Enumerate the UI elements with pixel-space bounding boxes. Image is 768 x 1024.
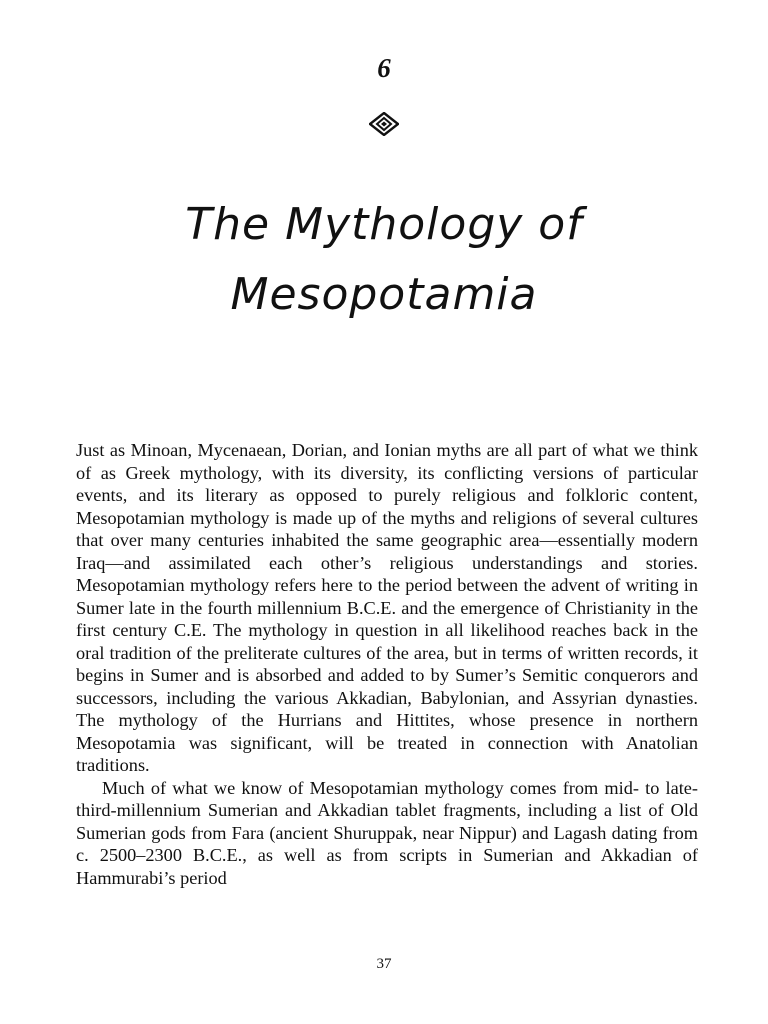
paragraph-2: Much of what we know of Mesopotamian mythology comes from mid- to late-third-millennium Sumerian and Akkadian tablet fragments, including a list of Old Sumerian gods from Fara (ancient Shuruppak, near Nippur) and Lagash dating from c. 2500–2300 B.C.E., as well as from scripts in Sumerian and Akkadian of Hammurabi’s period [76, 777, 698, 888]
page-number: 37 [376, 956, 392, 972]
paragraph-1: Just as Minoan, Mycenaean, Dorian, and Ionian myths are all part of what we think of as Greek mythology, with its diversity, its conflicting versions of particular events, and its literary as opposed to purely religious and folkloric content, Mesopotamian mythology is made up of the myths and religions of several cultures that over many centuries inhabited the same geographic area—essentially modern Iraq—and assimilated each other’s religious understandings and stories. Mesopotamian mythology refers here to the period between the advent of writing in Sumer late in the fourth millennium B.C.E. and the emergence of Christianity in the first century C.E. The mythology in question in all likelihood reaches back in the oral tradition of the preliterate cultures of the area, but in terms of written records, it begins in Sumer and is absorbed and added to by Sumer’s Semitic conquerors and successors, including the various Akkadian, Babylonian, and Assyrian dynasties. The mythology of the Hurrians and Hittites, whose presence in northern Mesopotamia was significant, will be treated in connection with Anatolian traditions. [76, 440, 698, 775]
chapter-number: 6 [377, 53, 391, 83]
chapter-title-line-2: Mesopotamia [230, 269, 538, 320]
chapter-title [0, 190, 768, 330]
chapter-title-line-1: The Mythology of [185, 199, 583, 250]
body-text [76, 439, 698, 889]
diamond-ornament-icon [369, 112, 399, 136]
